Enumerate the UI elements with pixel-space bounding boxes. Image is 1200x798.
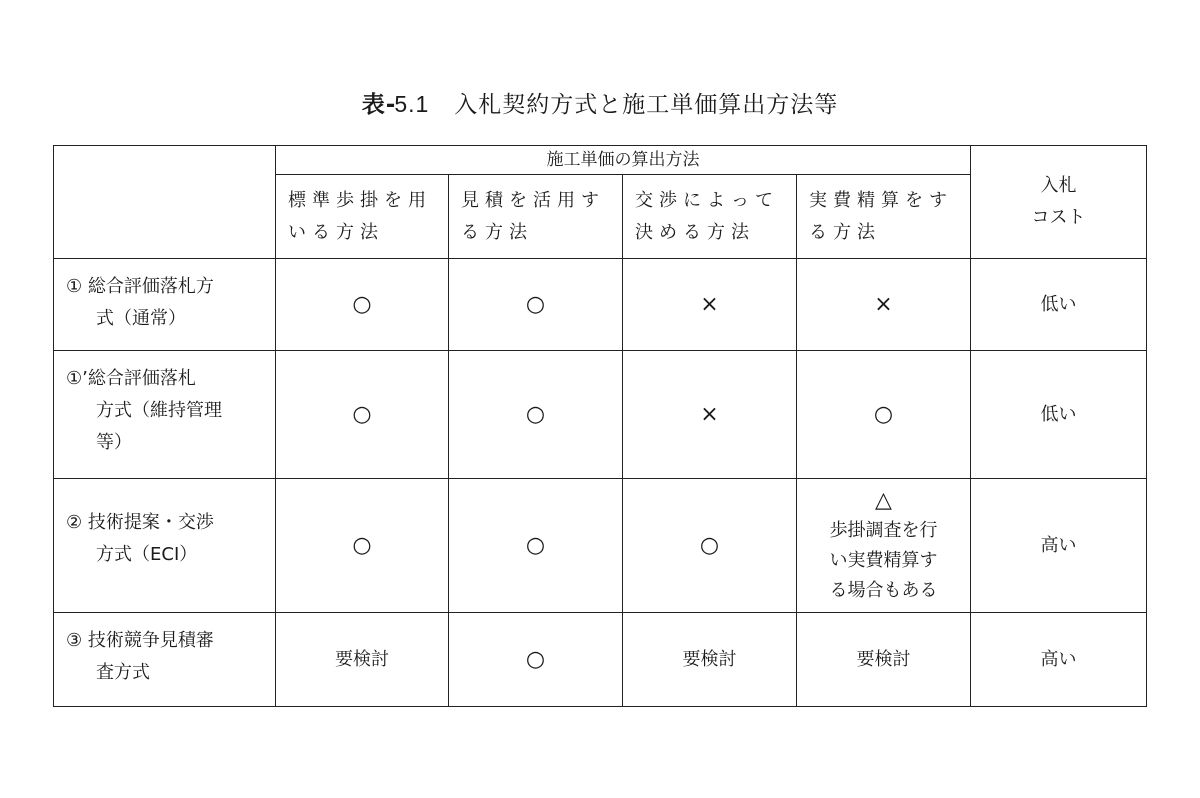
cost-header-line2: コスト: [1031, 207, 1086, 228]
table-cell: ○: [449, 351, 623, 479]
row-header-text: 式（通常）: [96, 308, 186, 329]
row-header-line: ③ 技術競争見積審: [66, 630, 214, 651]
row-header-line: ① 総合評価落札方: [66, 276, 214, 297]
column-header-standard: [276, 175, 449, 259]
row-header-text: 等）: [96, 432, 132, 453]
table-cell: ○: [449, 613, 623, 707]
cost-cell: 低い: [971, 351, 1147, 479]
row-header-text: 方式（ECI）: [96, 544, 198, 565]
row-header-line: [66, 303, 275, 335]
group-header: 施工単価の算出方法: [276, 146, 971, 175]
table-cell: 要検討: [797, 613, 971, 707]
table-row: [54, 613, 1147, 707]
table-cell: ○: [449, 479, 623, 613]
cost-header-line1: 入札: [1040, 175, 1077, 196]
table-cell: ×: [797, 259, 971, 351]
note-line: 歩掛調査を行: [829, 519, 938, 541]
title-prefix: 表-: [361, 92, 397, 118]
table-cell: ×: [623, 351, 797, 479]
cost-header: [971, 146, 1147, 259]
column-header-actual-cost: [797, 175, 971, 259]
table-cell: ○: [449, 259, 623, 351]
column-header-line: 見積を活用す: [461, 190, 605, 211]
row-header-line: ② 技術提案・交渉: [66, 512, 214, 533]
note-line: る場合もある: [829, 579, 938, 601]
row-header-text: 方式（維持管理: [96, 400, 222, 421]
column-header-line: る方法: [461, 222, 533, 243]
table-cell: ×: [623, 259, 797, 351]
table-cell: 要検討: [623, 613, 797, 707]
header-row-1: [54, 146, 1147, 175]
row-header-text: 査方式: [96, 662, 150, 683]
table-cell: ○: [623, 479, 797, 613]
table-cell: 要検討: [276, 613, 449, 707]
triangle-mark: △: [875, 487, 892, 513]
column-header-line: る方法: [809, 222, 881, 243]
row-header: [54, 613, 276, 707]
table-cell: ○: [797, 351, 971, 479]
column-header-negotiation: [623, 175, 797, 259]
comparison-table: [53, 145, 1147, 707]
table-cell: ○: [276, 259, 449, 351]
title-text: 入札契約方式と施工単価算出方法等: [454, 92, 839, 118]
table-row: [54, 479, 1147, 613]
cost-cell: 高い: [971, 613, 1147, 707]
row-header-line: [66, 657, 275, 689]
column-header-line: 交渉によって: [635, 190, 779, 211]
row-header: [54, 479, 276, 613]
table-row: [54, 259, 1147, 351]
row-header-line: [66, 539, 275, 571]
note-line: い実費精算す: [829, 549, 938, 571]
row-header: [54, 351, 276, 479]
cost-cell: 高い: [971, 479, 1147, 613]
column-header-estimate: [449, 175, 623, 259]
column-header-line: いる方法: [288, 222, 384, 243]
row-header-line: ①’総合評価落札: [66, 368, 196, 389]
cost-cell: 低い: [971, 259, 1147, 351]
row-header-line: [66, 395, 275, 427]
title-number: 5.1: [394, 91, 430, 117]
corner-cell: [54, 146, 276, 259]
table-cell: ○: [276, 351, 449, 479]
column-header-line: 決める方法: [635, 222, 755, 243]
note-cell: [797, 479, 971, 613]
column-header-line: 標準歩掛を用: [288, 190, 432, 211]
row-header-line: [66, 427, 275, 459]
column-header-line: 実費精算をす: [809, 190, 953, 211]
row-header: [54, 259, 276, 351]
table-row: [54, 351, 1147, 479]
table-cell: ○: [276, 479, 449, 613]
table-title: [0, 86, 1200, 119]
